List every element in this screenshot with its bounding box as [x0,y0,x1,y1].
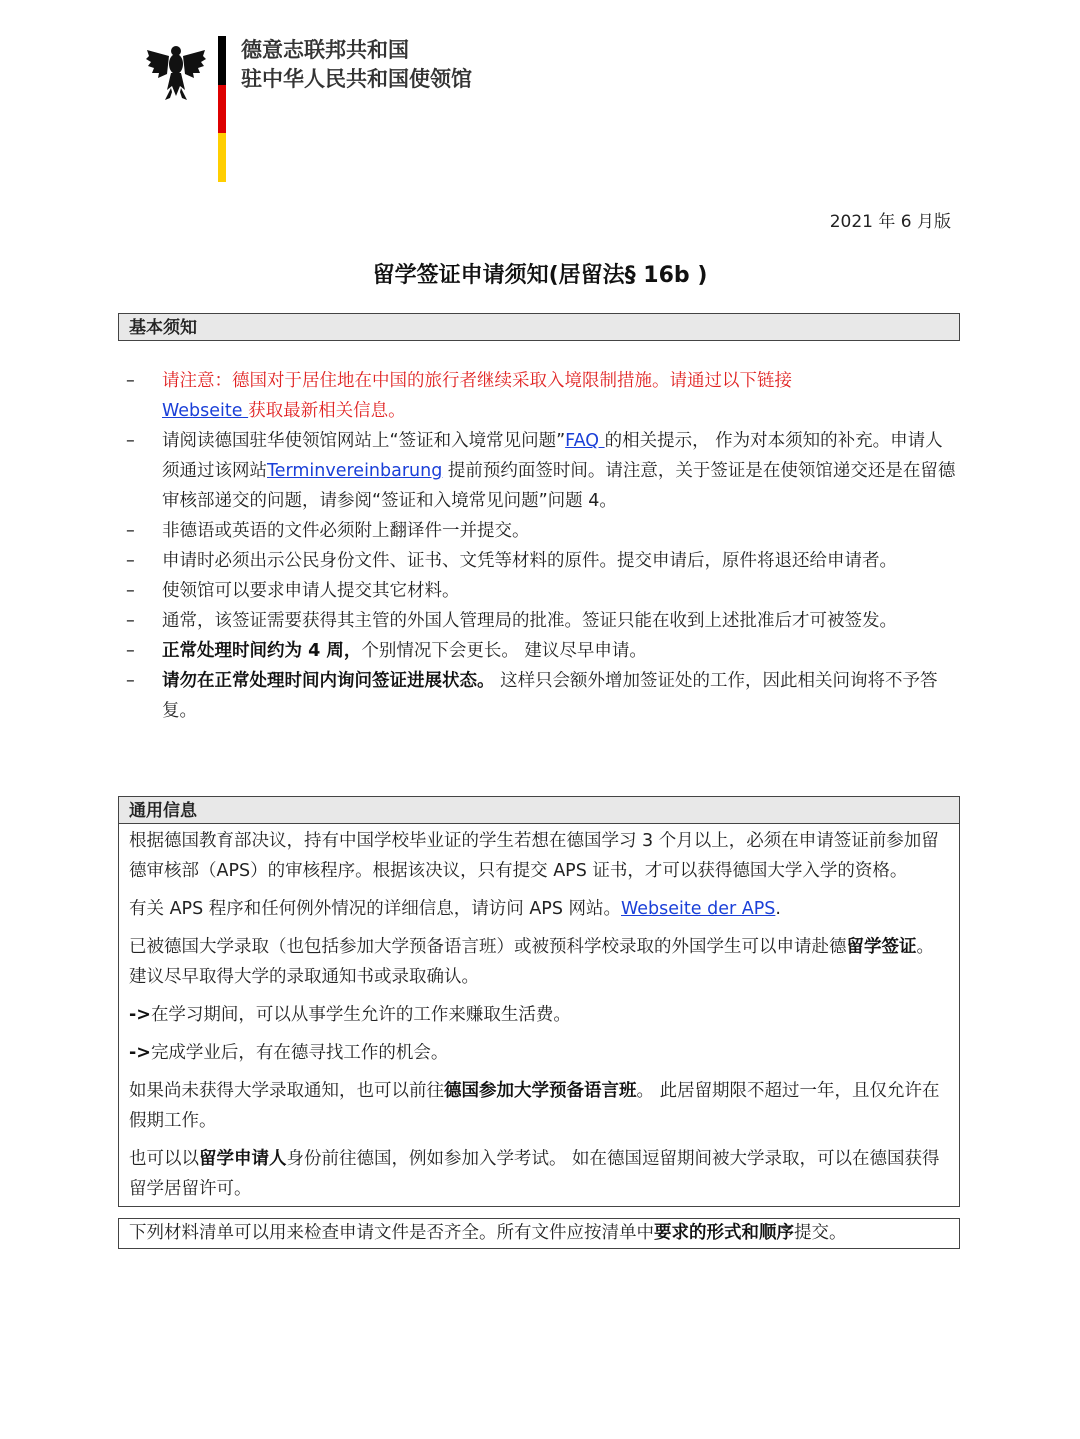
faq-text-3: 提前预约面签时间。请注意，关于签证是在使领馆递交还是在留德审核部递交的问题，请参阅“签证和入境常见问题”问题 4。 [162,461,956,511]
embassy-name [241,36,472,94]
org-line-1: 德意志联邦共和国 [241,38,409,62]
aps-webseite-link[interactable]: Webseite der APS [621,899,776,919]
required-form-order: 要求的形式和顺序 [654,1223,794,1243]
period: . [775,899,781,919]
checklist-text: 下列材料清单可以用来检查申请文件是否齐全。所有文件应按清单中 [129,1223,654,1243]
study-applicant-term: 留学申请人 [199,1149,287,1169]
applicant-text-end: 身份前往德国，例如参加入学考试。 如在德国逗留期间被大学录取，可以在德国获得留学居留许可。 [129,1149,940,1199]
list-item [126,546,956,576]
aps-paragraph: 根据德国教育部决议，持有中国学校毕业证的学生若想在德国学习 3 个月以上，必须在申请签证前参加留德审核部（APS）的审核程序。根据该决议，只有提交 APS 证书，才可以获得德国大学入学的资格。 [129,831,939,881]
dash: – [126,551,135,571]
flag-red [218,85,226,134]
dash: – [126,371,135,391]
org-line-2: 驻中华人民共和国使领馆 [241,67,472,91]
job-after-study [129,1038,949,1068]
work-during-study [129,1000,949,1030]
list-item [126,606,956,636]
arrow: -> [129,1005,151,1025]
dash: – [126,611,135,631]
aps-website-paragraph [129,894,949,924]
item-text: 非德语或英语的文件必须附上翻译件一并提交。 [162,521,530,541]
list-item [126,666,956,726]
admission-paragraph [129,932,949,992]
edition-date: 2021 年 6 月版 [829,212,951,232]
work-text: 在学习期间，可以从事学生允许的工作来赚取生活费。 [150,1005,571,1025]
flag-gold [218,133,226,182]
admission-text-end: 。建议尽早取得大学的录取通知书或录取确认。 [129,937,934,987]
covid-notice: 请注意：德国对于居住地在中国的旅行者继续采取入境限制措施。请通过以下链接 [162,371,792,391]
list-item [126,426,956,516]
page-title: 留学签证申请须知(居留法§ 16b ) [372,263,708,288]
item-text: 这样只会额外增加签证处的工作，因此相关问询将不予答复。 [162,671,938,721]
dash: – [126,521,135,541]
processing-time: 正常处理时间约为 4 周， [162,641,362,661]
faq-link[interactable]: FAQ [565,431,605,451]
item-text: 通常，该签证需要获得其主管的外国人管理局的批准。签证只能在收到上述批准后才可被签发。 [162,611,897,631]
item-text: 个别情况下会更长。 建议尽早申请。 [361,641,647,661]
general-info-box [118,823,960,1207]
item-text: 使领馆可以要求申请人提交其它材料。 [162,581,460,601]
list-item [126,516,956,546]
basic-notes-list [126,366,956,726]
dash: – [126,431,135,451]
applicant-text: 也可以以 [129,1149,199,1169]
no-inquiry-notice: 请勿在正常处理时间内询问签证进展状态。 [162,671,495,691]
arrow: -> [129,1043,151,1063]
covid-notice-end: 获取最新相关信息。 [248,401,406,421]
terminvereinbarung-link[interactable]: Terminvereinbarung [267,461,443,481]
basic-notes-heading: 基本须知 [118,313,960,341]
german-flag-stripe [218,36,226,182]
webseite-link[interactable]: Webseite [162,401,249,421]
checklist-text-end: 提交。 [794,1223,847,1243]
applicant-paragraph [129,1144,949,1204]
aps-website-text: 有关 APS 程序和任何例外情况的详细信息，请访问 APS 网站。 [129,899,622,919]
study-visa-term: 留学签证 [846,937,917,957]
admission-text: 已被德国大学录取（也包括参加大学预备语言班）或被预科学校录取的外国学生可以申请赴德 [129,937,847,957]
language-course-term: 德国参加大学预备语言班 [444,1081,637,1101]
dash: – [126,641,135,661]
checklist-note [118,1218,960,1249]
general-info-heading: 通用信息 [118,796,960,824]
list-item [126,366,956,426]
job-text: 完成学业后，有在德寻找工作的机会。 [150,1043,449,1063]
language-text: 如果尚未获得大学录取通知，也可以前往 [129,1081,444,1101]
list-item [126,576,956,606]
list-item [126,636,956,666]
item-text: 申请时必须出示公民身份文件、证书、文凭等材料的原件。提交申请后，原件将退还给申请者。 [162,551,897,571]
flag-black [218,36,226,85]
language-text-end: 。 此居留期限不超过一年，且仅允许在假期工作。 [129,1081,940,1131]
language-course-paragraph [129,1076,949,1136]
faq-text-2: 的相关提示， 作为对本须知的补充。申请人须通过该网站 [162,431,943,481]
dash: – [126,671,135,691]
faq-text: 请阅读德国驻华使领馆网站上“签证和入境常见问题” [162,431,566,451]
dash: – [126,581,135,601]
federal-eagle-icon [145,40,207,102]
